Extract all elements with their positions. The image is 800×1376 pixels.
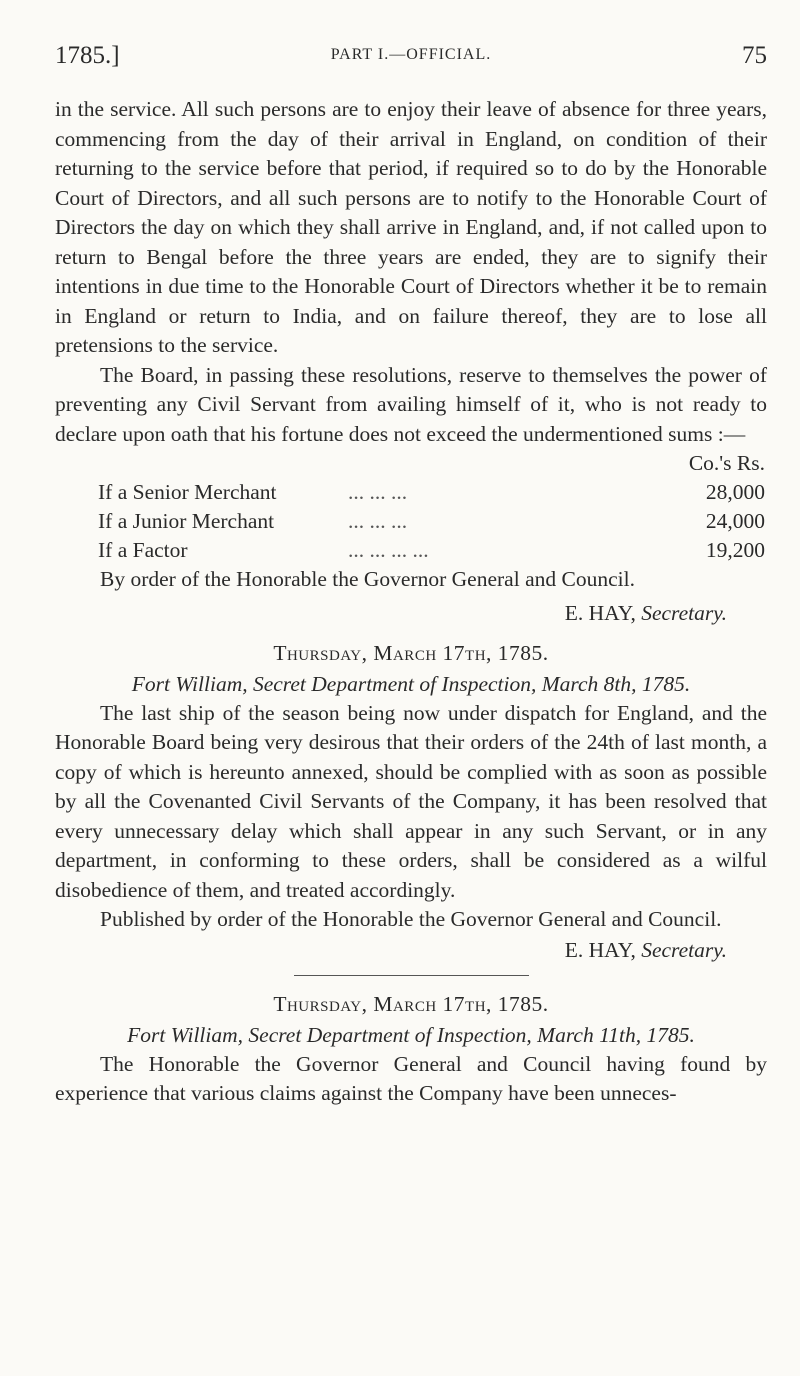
signature-title: Secretary. bbox=[641, 600, 727, 625]
page-body bbox=[55, 95, 767, 1109]
sums-row-leader: ... ... ... bbox=[348, 480, 408, 504]
signature-name: E. HAY, bbox=[564, 600, 636, 625]
signature-name: E. HAY, bbox=[564, 937, 636, 962]
sums-row-leader: ... ... ... bbox=[348, 509, 408, 533]
paragraph-leave-of-absence: in the service. All such persons are to enjoy their leave of absence for three years, commencing from the day of their arrival in England, on condition of their returning to the service before that period, if required so to do by the Honorable Court of Directors, and all such persons are to notify to the Honorable Court of Directors the day on which they shall arrive in England, and, if not called upon to return to Bengal before the three years are ended, they are to signify their intentions in due time to the Honorable Court of Directors whether it be to remain in England or return to India, and on failure thereof, they are to lose all pretensions to the service. bbox=[55, 97, 767, 357]
place-heading: Fort William, Secret Department of Inspection, March 8th, 1785. bbox=[131, 671, 691, 696]
dateline: Thursday, March 17th, 1785. bbox=[273, 640, 549, 665]
signature-block bbox=[55, 597, 767, 629]
sums-row-leader: ... ... ... ... bbox=[348, 538, 429, 562]
order-statement: By order of the Honorable the Governor General and Council. bbox=[100, 567, 635, 591]
signature-title: Secretary. bbox=[641, 937, 727, 962]
header-part-title: PART I.—OFFICIAL. bbox=[330, 46, 492, 63]
place-heading: Fort William, Secret Department of Inspection, March 11th, 1785. bbox=[127, 1022, 695, 1047]
sums-row bbox=[98, 536, 767, 565]
sums-row-value: 28,000 bbox=[705, 480, 765, 504]
page-header bbox=[55, 42, 767, 82]
sums-row bbox=[98, 507, 767, 536]
signature-block bbox=[55, 935, 767, 965]
sums-row-value: 24,000 bbox=[705, 509, 765, 533]
header-year: 1785.] bbox=[55, 42, 120, 69]
sums-row bbox=[98, 478, 767, 507]
sums-table bbox=[98, 449, 767, 565]
sums-row-label: If a Junior Merchant bbox=[98, 509, 275, 533]
sums-row-label: If a Senior Merchant bbox=[98, 480, 277, 504]
sums-row-label: If a Factor bbox=[98, 538, 188, 562]
section-divider bbox=[294, 975, 529, 976]
paragraph-various-claims: The Honorable the Governor General and Council having found by experience that various claims against the Company have been unneces- bbox=[55, 1051, 767, 1105]
sums-currency-header: Co.'s Rs. bbox=[688, 451, 765, 475]
page-number: 75 bbox=[742, 42, 767, 69]
sums-row-value: 19,200 bbox=[705, 538, 765, 562]
paragraph-board-resolution: The Board, in passing these resolutions, reserve to themselves the power of preventing any Civil Servant from availing himself of it, who is not ready to declare upon oath that his fortune does not exceed the undermentioned sums :— bbox=[55, 362, 767, 446]
dateline: Thursday, March 17th, 1785. bbox=[273, 991, 549, 1016]
paragraph-last-ship: The last ship of the season being now under dispatch for England, and the Honorable Board being very desirous that their orders of the 24th of last month, a copy of which is hereunto annexed, should be complied with as soon as possible by all the Covenanted Civil Servants of the Company, it has been resolved that every unnecessary delay which shall appear in any such Servant, or in any department, in conforming to these orders, shall be considered as a wilful disobedience of them, and treated accordingly. bbox=[55, 700, 767, 902]
order-statement-published: Published by order of the Honorable the Governor General and Council. bbox=[100, 907, 722, 931]
